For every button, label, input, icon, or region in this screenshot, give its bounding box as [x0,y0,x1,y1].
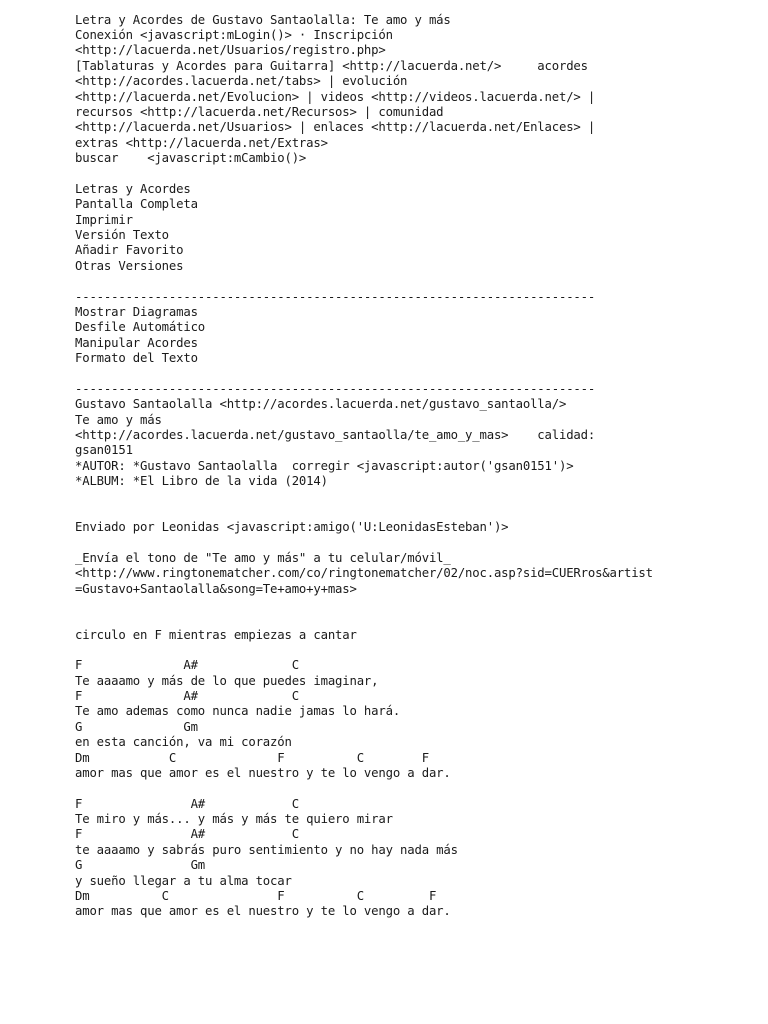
sender-line[interactable]: Enviado por Leonidas <javascript:amigo('U:LeonidasEsteban')> [75,520,509,534]
menu-item-pantalla-completa[interactable]: Pantalla Completa [75,197,198,211]
lyric-line: te aaaamo y sabrás puro sentimiento y no hay nada más [75,843,458,857]
chord-line: F A# C [75,797,299,811]
menu-item-imprimir[interactable]: Imprimir [75,213,133,227]
lyric-line: y sueño llegar a tu alma tocar [75,874,292,888]
album-line: *ALBUM: *El Libro de la vida (2014) [75,474,328,488]
song-title: Te amo y más [75,413,162,427]
lyric-line: amor mas que amor es el nuestro y te lo vengo a dar. [75,766,451,780]
separator-line: ------------------------------------------------------------------------ [75,290,596,304]
menu-item-letras-acordes[interactable]: Letras y Acordes [75,182,191,196]
lyric-line: en esta canción, va mi corazón [75,735,292,749]
chord-line: Dm C F C F [75,751,429,765]
chord-line: G Gm [75,858,206,872]
chord-line: F A# C [75,689,299,703]
menu-item-version-texto[interactable]: Versión Texto [75,228,169,242]
nav-line-2[interactable]: <http://acordes.lacuerda.net/tabs> | evolución [75,74,408,88]
nav-line-4[interactable]: recursos <http://lacuerda.net/Recursos> | comunidad [75,105,444,119]
menu-item-otras-versiones[interactable]: Otras Versiones [75,259,184,273]
page-title: Letra y Acordes de Gustavo Santaolalla: Te amo y más [75,13,451,27]
lyric-line: Te amo ademas como nunca nadie jamas lo hará. [75,704,401,718]
login-link[interactable]: Conexión <javascript:mLogin()> · Inscripción [75,28,393,42]
quality-id: gsan0151 [75,443,133,457]
artist-line[interactable]: Gustavo Santaolalla <http://acordes.lacuerda.net/gustavo_santaolla/> [75,397,567,411]
nav-line-3[interactable]: <http://lacuerda.net/Evolucion> | videos <http://videos.lacuerda.net/> | [75,90,596,104]
lyric-line: Te miro y más... y más y más te quiero mirar [75,812,393,826]
menu-item-desfile-automatico[interactable]: Desfile Automático [75,320,206,334]
chord-line: F A# C [75,658,299,672]
chord-line: Dm C F C F [75,889,437,903]
chord-line: G Gm [75,720,198,734]
search-line[interactable]: buscar <javascript:mCambio()> [75,151,307,165]
nav-line-1[interactable]: [Tablaturas y Acordes para Guitarra] <http://lacuerda.net/> acordes [75,59,588,73]
lyric-line: amor mas que amor es el nuestro y te lo vengo a dar. [75,904,451,918]
author-line[interactable]: *AUTOR: *Gustavo Santaolalla corregir <javascript:autor('gsan0151')> [75,459,574,473]
intro-note: circulo en F mientras empiezas a cantar [75,628,357,642]
ringtone-line-3[interactable]: =Gustavo+Santaolalla&song=Te+amo+y+mas> [75,582,357,596]
separator-line: ------------------------------------------------------------------------ [75,382,596,396]
registro-url[interactable]: <http://lacuerda.net/Usuarios/registro.php> [75,43,386,57]
song-url-line[interactable]: <http://acordes.lacuerda.net/gustavo_santaolla/te_amo_y_mas> calidad: [75,428,596,442]
menu-item-manipular-acordes[interactable]: Manipular Acordes [75,336,198,350]
menu-item-anadir-favorito[interactable]: Añadir Favorito [75,243,184,257]
menu-item-formato-texto[interactable]: Formato del Texto [75,351,198,365]
lyric-line: Te aaaamo y más de lo que puedes imaginar, [75,674,379,688]
ringtone-line-2[interactable]: <http://www.ringtonematcher.com/co/ringtonematcher/02/noc.asp?sid=CUERros&artist [75,566,653,580]
chord-line: F A# C [75,827,299,841]
nav-line-5[interactable]: <http://lacuerda.net/Usuarios> | enlaces <http://lacuerda.net/Enlaces> | [75,120,596,134]
menu-item-mostrar-diagramas[interactable]: Mostrar Diagramas [75,305,198,319]
ringtone-line-1[interactable]: _Envía el tono de "Te amo y más" a tu celular/móvil_ [75,551,451,565]
nav-line-6[interactable]: extras <http://lacuerda.net/Extras> [75,136,328,150]
